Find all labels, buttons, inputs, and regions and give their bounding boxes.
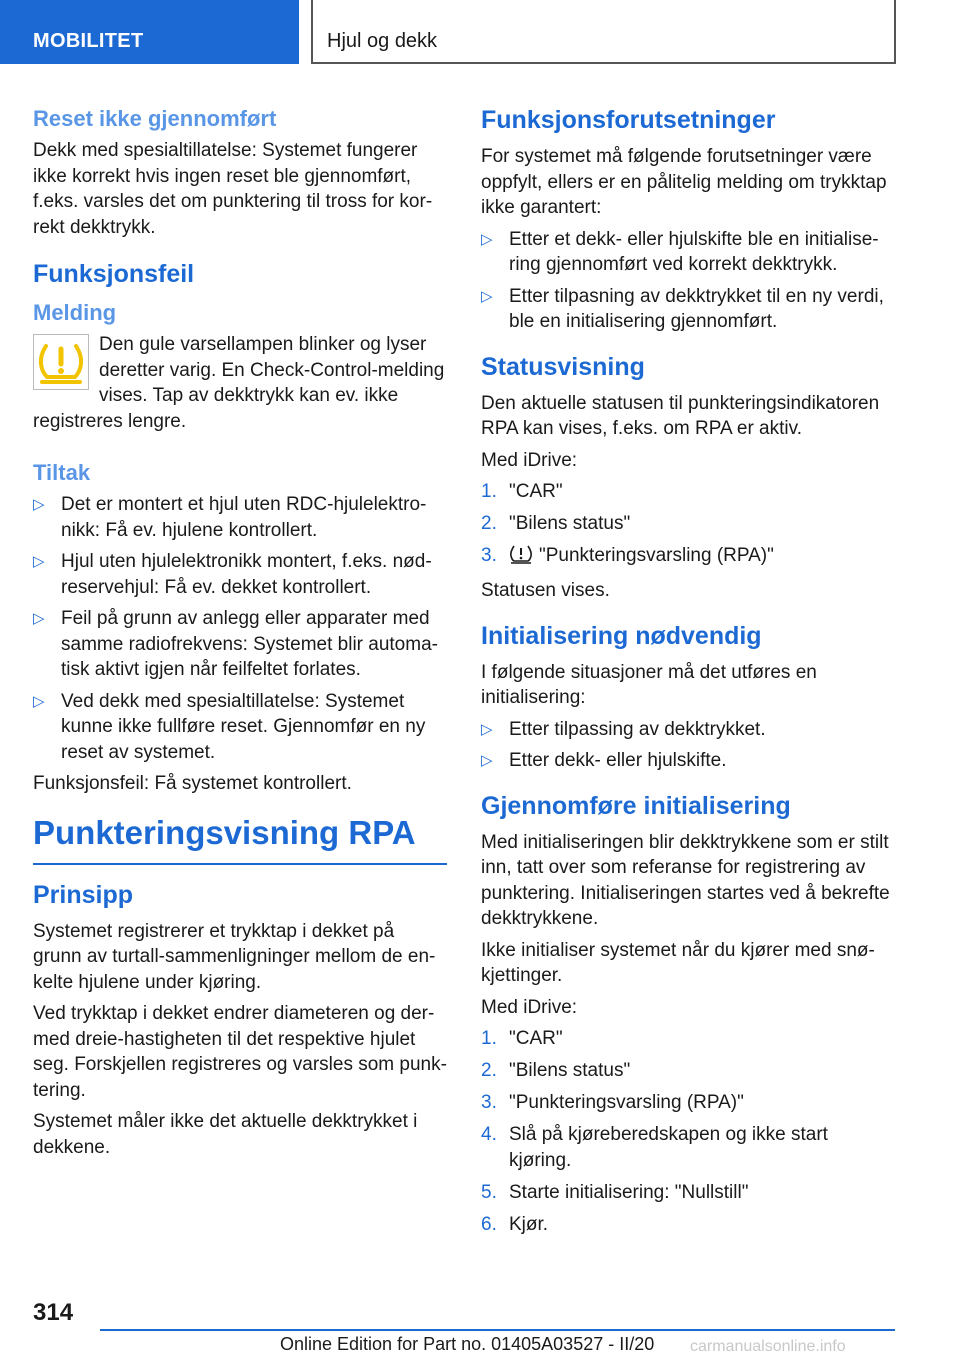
- action-list: [33, 492, 447, 765]
- principle-heading: Prinsipp: [33, 880, 134, 909]
- list-item: ▷ Etter tilpasning av dekktrykket til en ny verdi, ble en initialisering gjennomført.: [481, 285, 884, 332]
- page-number: 314: [33, 1299, 74, 1326]
- list-item: 1. "CAR": [481, 1028, 563, 1049]
- fault-text: Funksjonsfeil: Få systemet kontrollert.: [33, 773, 352, 794]
- idrive-label: Med iDrive:: [481, 996, 578, 1018]
- list-item: ▷ Etter et dekk- eller hjulskifte ble en initialisering gjennomført ved korrekt dekktrykk.: [481, 228, 879, 275]
- fault-heading: Funksjonsfeil: [33, 260, 195, 288]
- list-item: 5. Starte initialisering: "Nullstill": [481, 1181, 749, 1203]
- triangle-bullet-icon: ▷: [33, 496, 45, 513]
- tire-pressure-icon: [509, 544, 533, 572]
- action-heading: Tiltak: [33, 460, 91, 485]
- idrive-label: Med iDrive:: [481, 449, 578, 471]
- list-item: 4. Slå på kjøreberedskapen og ikke start kjøring.: [481, 1124, 828, 1171]
- message-block: [33, 332, 447, 440]
- list-item: 3. "Punkteringsvarsling (RPA)": [481, 543, 895, 572]
- list-item: ▷ Etter dekk- eller hjulskifte.: [481, 748, 895, 774]
- tire-pressure-warning-icon: [33, 334, 89, 390]
- left-column: [33, 100, 447, 1166]
- list-item: ▷ Feil på grunn av anlegg eller apparater med samme radiofrekvens: Systemet blir automatisk aktivt igjen når feilfeltet forlates.: [33, 608, 438, 680]
- list-item: 3. "Punkteringsvarsling (RPA)": [481, 1092, 744, 1113]
- footer-divider: [100, 1329, 895, 1331]
- triangle-bullet-icon: ▷: [481, 720, 493, 738]
- list-item: 2. "Bilens status": [481, 513, 631, 534]
- chapter-title: Hjul og dekk: [327, 30, 438, 52]
- list-item: 6. Kjør.: [481, 1213, 549, 1235]
- prereq-list: [481, 227, 895, 335]
- perform-heading: Gjennomføre initialisering: [481, 791, 791, 820]
- perform-paragraph: Med initialiseringen blir dekktrykkene som er stilt inn, tatt over som referanse for registrering av punktering. Initialiseringen startes ved å bekrefte dekktrykkene.: [481, 831, 890, 929]
- status-steps: [481, 479, 895, 572]
- status-text: Den aktuelle statusen til punkteringsindikatoren RPA kan vises, f.eks. om RPA er aktiv.: [481, 392, 880, 439]
- header-chapter-tab: [311, 0, 896, 64]
- right-column: [481, 100, 895, 1244]
- list-item: 1. "CAR": [481, 481, 563, 502]
- header-section-tab: [0, 0, 299, 64]
- list-item: ▷ Hjul uten hjulelektronikk montert, f.eks. nødreservehjul: Få ev. dekket kontrollert.: [33, 551, 432, 598]
- triangle-bullet-icon: ▷: [481, 230, 493, 248]
- prereq-heading: Funksjonsforutsetninger: [481, 106, 776, 134]
- triangle-bullet-icon: ▷: [481, 287, 493, 305]
- triangle-bullet-icon: ▷: [33, 692, 45, 710]
- reset-heading: Reset ikke gjennomført: [33, 106, 277, 131]
- perform-steps: [481, 1026, 895, 1237]
- rpa-heading: Punkteringsvisning RPA: [33, 813, 447, 865]
- message-heading: Melding: [33, 300, 117, 325]
- principle-paragraph: Systemet måler ikke det aktuelle dekktrykket i dekkene.: [33, 1111, 418, 1158]
- section-title: MOBILITET: [33, 30, 144, 52]
- perform-paragraph: Ikke initialiser systemet når du kjører med snøkjettinger.: [481, 939, 875, 986]
- message-text: Den gule varsellampen blinker og lyser deretter varig. En Check-Control-melding vises. Tap av dekktrykk kan ev. ikke registreres lengre.: [33, 334, 445, 432]
- triangle-bullet-icon: ▷: [33, 610, 45, 627]
- watermark: carmanualsonline.info: [690, 1338, 846, 1355]
- init-needed-heading: Initialisering nødvendig: [481, 621, 762, 650]
- status-heading: Statusvisning: [481, 352, 645, 381]
- edition-text: Online Edition for Part no. 01405A03527 - II/20: [280, 1334, 655, 1354]
- status-result: Statusen vises.: [481, 580, 610, 601]
- list-item: ▷ Etter tilpassing av dekktrykket.: [481, 717, 895, 743]
- principle-paragraph: Systemet registrerer et trykktap i dekket på grunn av turtall-sammenligninger mellom de enkelte hjulene under kjøring.: [33, 920, 436, 993]
- list-item: 2. "Bilens status": [481, 1060, 631, 1081]
- list-item: ▷ Ved dekk med spesialtillatelse: Systemet kunne ikke fullføre reset. Gjennomfør en ny reset av systemet.: [33, 690, 426, 763]
- prereq-text: For systemet må følgende forutsetninger være oppfylt, ellers er en pålitelig melding om trykktap ikke garantert:: [481, 146, 887, 218]
- triangle-bullet-icon: ▷: [33, 553, 45, 570]
- principle-paragraph: Ved trykktap i dekket endrer diameteren og dermed dreie-hastigheten til det respektive hjulet seg. Forskjellen registreres og varsles som punktering.: [33, 1003, 447, 1101]
- triangle-bullet-icon: ▷: [481, 752, 493, 769]
- list-item: ▷ Det er montert et hjul uten RDC-hjulelektronikk: Få ev. hjulene kontrollert.: [33, 494, 427, 541]
- init-needed-list: [481, 717, 895, 774]
- reset-text: Dekk med spesialtillatelse: Systemet fungerer ikke korrekt hvis ingen reset ble gjennomført, f.eks. varsles det om punktering til tross for korrekt dekktrykk.: [33, 140, 433, 238]
- init-needed-text: I følgende situasjoner må det utføres en initialisering:: [481, 661, 817, 708]
